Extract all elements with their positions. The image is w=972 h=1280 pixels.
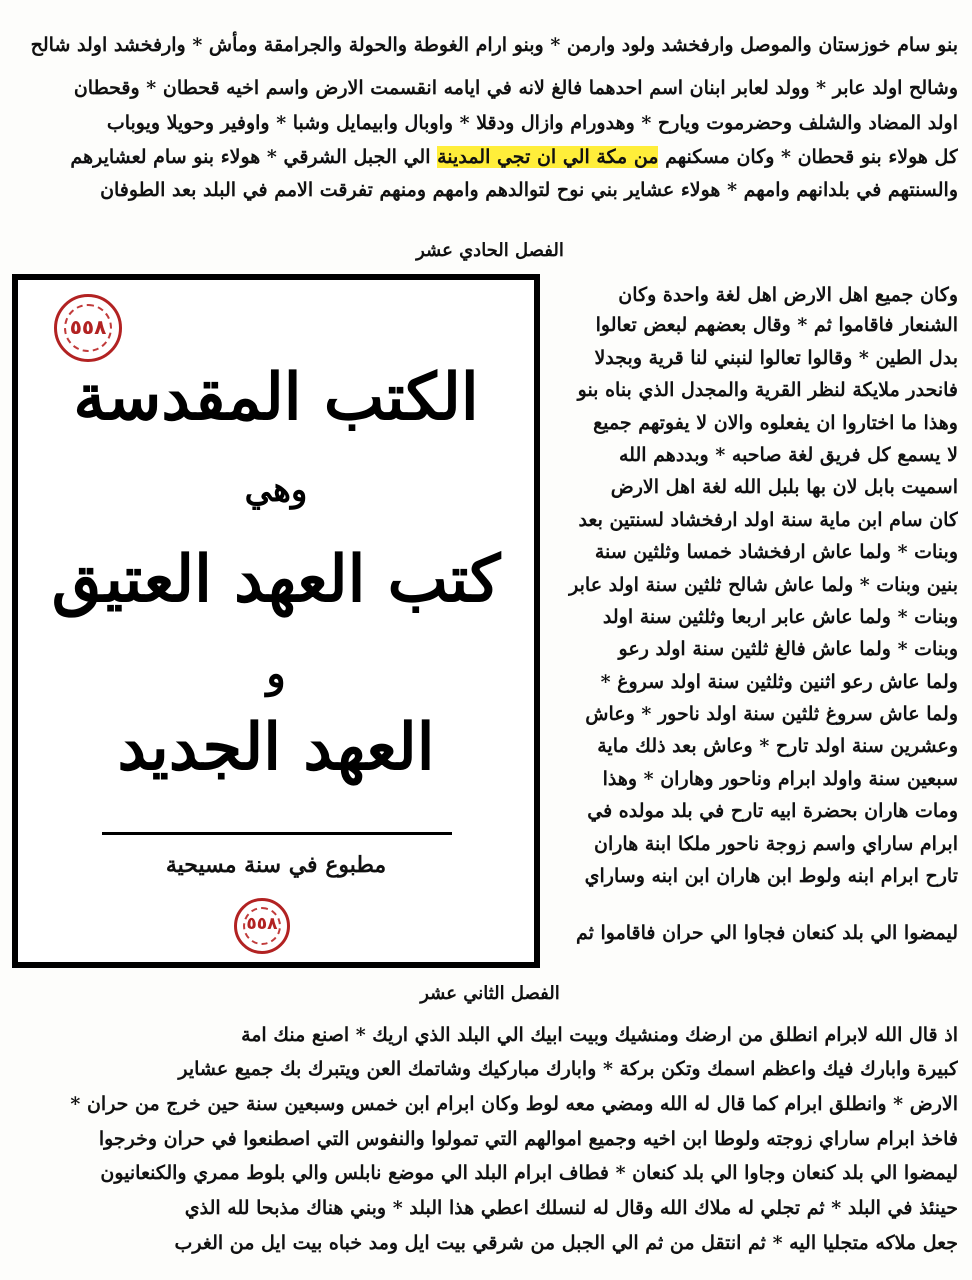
library-stamp-top: ٥٥٨ — [54, 294, 122, 362]
text-line: وعشرين سنة اولد تارح * وعاش بعد ذلك ماية — [597, 735, 958, 757]
line-segment: الي الجبل الشرقي * هولاء بنو سام لعشايرهم — [70, 146, 431, 168]
text-line: والسنتهم في بلدانهم وامهم * هولاء عشاير بني نوح لتوالدهم وامهم ومنهم تفرقت الامم في البلد بعد الطوفان — [100, 179, 958, 201]
text-line: اذ قال الله لابرام انطلق من ارضك ومنشيك وبيت ابيك الي البلد الذي اريك * اصنع منك امة — [241, 1024, 958, 1046]
text-line: ومات هاران بحضرة ابيه تارح في بلد مولده في — [587, 800, 958, 822]
text-line: فانحدر ملايكة لنظر القرية والمجدل الذي بناه بنو — [577, 379, 958, 401]
text-line: كبيرة وابارك فيك واعظم اسمك وتكن بركة * وابارك مباركيك وشاتمك العن ويتبرك بك جميع عشاير — [178, 1058, 958, 1080]
text-line: وكان جميع اهل الارض اهل لغة واحدة وكان — [618, 284, 958, 306]
text-line: بنين وبنات * ولما عاش شالح ثلثين سنة اولد عابر — [569, 574, 958, 596]
divider-rule — [102, 832, 452, 835]
text-line: وبنات * ولما عاش ارفخشاد خمسا وثلثين سنة — [594, 541, 958, 563]
text-line: تارح ابرام ابنه ولوط ابن هاران ابن ابنه وساراي — [584, 865, 958, 887]
text-line: وشالح اولد عابر * وولد لعابر ابنان اسم احدهما فالغ لانه في ايامه انقسمت الارض واسم اخيه قحطان * وقحطان — [73, 77, 958, 99]
text-line: بنو سام خوزستان والموصل وارفخشد ولود وارمن * وبنو ارام الغوطة والحولة والجرامقة ومأش * وارفخشد اولد شالح — [30, 34, 958, 56]
text-line: الارض * وانطلق ابرام كما قال له الله ومضي معه لوط وكان ابرام ابن خمس وسبعين سنة حين خرج من حران * — [70, 1093, 958, 1115]
title-page-inset — [12, 274, 540, 968]
text-line: سبعين سنة واولد ابرام وناحور وهاران * وهذا — [602, 768, 958, 790]
text-line: لا يسمع كل فريق لغة صاحبه * وبددهم الله — [619, 444, 958, 466]
text-line: وبنات * ولما عاش عابر اربعا وثلثين سنة اولد — [602, 606, 958, 628]
text-line: وهذا ما اختاروا ان يفعلوه والان لا يفوتهم جميع — [593, 412, 958, 434]
inset-title-main: الكتب المقدسة — [73, 360, 479, 435]
highlighted-text-line — [10, 142, 958, 172]
text-line: ليمضوا الي بلد كنعان فجاوا الي حران فاقاموا ثم — [575, 922, 958, 944]
text-line: ابرام ساراي واسم زوجة ناحور ملكا ابنة هاران — [594, 833, 958, 855]
text-line: جعل ملاكه متجليا اليه * ثم انتقل من ثم الي الجبل من شرقي بيت ايل ومد خباه بيت ايل من الغرب — [174, 1232, 958, 1254]
text-line: ليمضوا الي بلد كنعان وجاوا الي بلد كنعان * فطاف ابرام البلد الي موضع نابلس والي بلوط ممري والكنعانيون — [100, 1162, 958, 1184]
text-line: الشنعار فاقاموا ثم * وقال بعضهم لبعض تعالوا — [595, 314, 958, 336]
text-line: حينئذ في البلد * ثم تجلي له ملاك الله وقال له لنسلك اعطي هذا البلد * وبني هناك مذبحا لله الذي — [184, 1197, 958, 1219]
highlighted-phrase: من مكة الي ان تجي المدينة — [437, 146, 659, 168]
text-line: بدل الطين * وقالوا تعالوا لنبني لنا قرية وبجدلا — [594, 347, 958, 369]
inset-printed-line: مطبوع في سنة مسيحية — [165, 852, 387, 878]
text-line: كان سام ابن ماية سنة اولد ارفخشاد لسنتين بعد — [578, 509, 958, 531]
chapter-heading: الفصل الثاني عشر — [420, 983, 560, 1004]
line-segment: كل هولاء بنو قحطان * وكان مسكنهم — [665, 146, 958, 168]
library-stamp-bottom: ٥٥٨ — [234, 898, 290, 954]
chapter-heading: الفصل الحادي عشر — [416, 240, 564, 261]
text-line: ولما عاش رعو اثنين وثلثين سنة اولد سروغ * — [600, 671, 958, 693]
inset-title-old-testament: كتب العهد العتيق — [51, 542, 501, 617]
text-line: فاخذ ابرام ساراي زوجته ولوطا ابن اخيه وجميع اموالهم التي تمولوا والنفوس التي اصطنعوا في حران وخرجوا — [98, 1128, 958, 1150]
inset-title-new-testament: العهد الجديد — [117, 710, 435, 785]
inset-title-conjunction: وهي — [244, 470, 308, 510]
text-line: وبنات * ولما عاش فالغ ثلثين سنة اولد رعو — [618, 638, 958, 660]
inset-title-and: و — [266, 650, 286, 697]
text-line: ولما عاش سروغ ثلثين سنة اولد ناحور * وعاش — [585, 703, 958, 725]
text-line: اسميت بابل لان بها بلبل الله لغة اهل الارض — [610, 476, 958, 498]
text-line: اولد المضاد والشلف وحضرموت ويارح * وهدورام وازال ودقلا * واوبال وابيمايل وشبا * واوفير وحويلا ويوباب — [106, 112, 958, 134]
